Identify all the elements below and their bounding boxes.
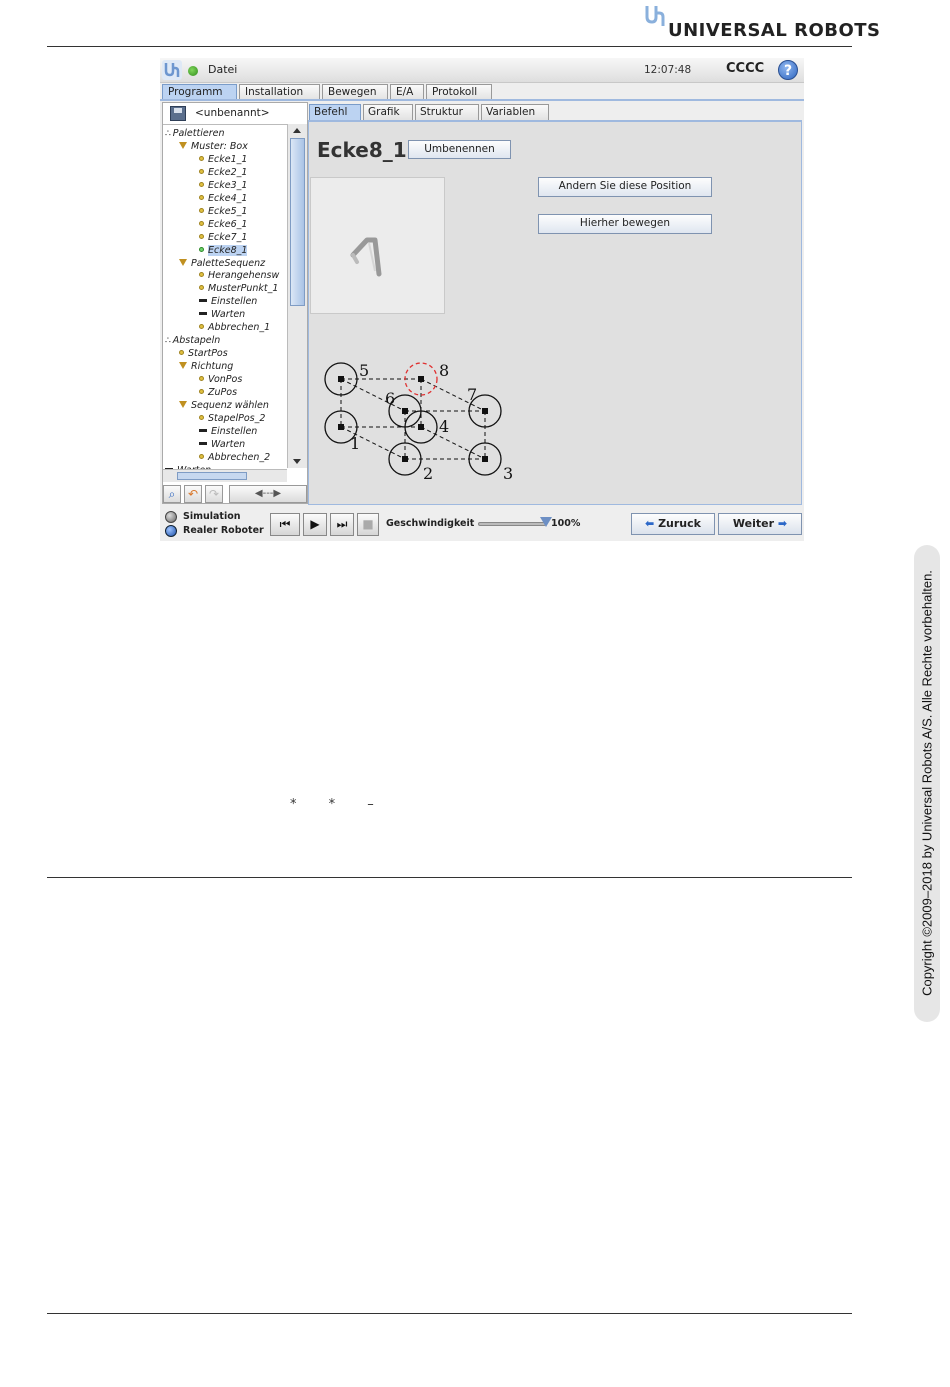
tree-node[interactable] xyxy=(199,386,237,399)
tree-node-label: StartPos xyxy=(188,348,228,360)
next-button-label: Weiter xyxy=(732,517,775,530)
tree-node-label: Ecke3_1 xyxy=(208,179,248,191)
back-button[interactable] xyxy=(631,513,715,535)
tree-node-label: Ecke4_1 xyxy=(208,192,248,204)
status-indicator-icon xyxy=(188,66,198,76)
tree-node-label: Ecke6_1 xyxy=(208,218,248,230)
stop-icon[interactable]: ■ xyxy=(357,513,379,536)
command-bar-icon xyxy=(199,442,207,445)
tree-toolbar xyxy=(163,484,307,504)
command-bar-icon xyxy=(199,312,207,315)
tab-bewegen[interactable]: Bewegen xyxy=(322,84,388,100)
tab-struktur[interactable]: Struktur xyxy=(415,104,479,120)
tree-node-label: Ecke8_1 xyxy=(208,244,248,256)
simulation-label[interactable]: Simulation xyxy=(183,511,241,522)
corner-label-1: 1 xyxy=(350,434,361,453)
tree-node-label: Richtung xyxy=(191,361,234,373)
command-title: Ecke8_1 xyxy=(317,138,407,162)
waypoint-icon xyxy=(199,195,204,200)
tree-node-label: Muster: Box xyxy=(191,140,248,152)
footer-divider xyxy=(47,1313,852,1314)
waypoint-icon xyxy=(199,376,204,381)
tree-node-label: Abbrechen_2 xyxy=(208,451,271,463)
hscroll-thumb[interactable] xyxy=(177,472,247,480)
tree-node-label: Einstellen xyxy=(211,425,258,437)
tab-protokoll[interactable]: Protokoll xyxy=(426,84,492,100)
rewind-icon[interactable]: ⏮ xyxy=(270,513,300,536)
scroll-down-icon[interactable] xyxy=(293,459,301,464)
tab-installation[interactable]: Installation xyxy=(239,84,320,100)
waypoint-icon xyxy=(199,415,204,420)
expand-triangle-icon xyxy=(179,259,187,266)
file-menu[interactable]: Datei xyxy=(208,63,238,76)
tab-befehl[interactable]: Befehl xyxy=(309,104,361,120)
tree-node[interactable] xyxy=(199,205,247,218)
tree-node-label: Ecke1_1 xyxy=(208,153,248,165)
waypoint-icon xyxy=(199,169,204,174)
tree-node-label: StapelPos_2 xyxy=(208,412,266,424)
expand-triangle-icon xyxy=(179,362,187,369)
tree-node[interactable] xyxy=(179,360,233,373)
ur-app-icon[interactable] xyxy=(162,60,182,80)
waypoint-icon xyxy=(199,389,204,394)
help-icon[interactable]: ? xyxy=(778,60,798,80)
move-node-arrows-icon[interactable]: ◀---▶ xyxy=(229,485,307,503)
step-icon[interactable]: ⏭ xyxy=(330,513,354,536)
waypoint-icon xyxy=(199,208,204,213)
footnote-marks: * * – xyxy=(290,797,388,812)
tree-node-label: PaletteSequenz xyxy=(191,257,266,269)
tab-grafik[interactable]: Grafik xyxy=(363,104,413,120)
tree-node-label: Sequenz wählen xyxy=(191,399,269,411)
tree-node-label: Ecke5_1 xyxy=(208,205,248,217)
tree-node[interactable] xyxy=(199,295,257,308)
tree-node[interactable] xyxy=(199,166,247,179)
tree-node[interactable] xyxy=(199,192,247,205)
tree-node[interactable] xyxy=(165,127,224,140)
move-here-button[interactable]: Hierher bewegen xyxy=(538,214,712,234)
robot-arm-icon xyxy=(311,178,446,315)
speed-slider[interactable] xyxy=(478,522,546,526)
tree-node-label: MusterPunkt_1 xyxy=(208,283,279,295)
speed-value: 100% xyxy=(551,518,581,529)
waypoint-icon xyxy=(199,234,204,239)
tree-node[interactable] xyxy=(199,269,279,282)
tree-node[interactable] xyxy=(199,218,247,231)
back-arrow-icon: ⬅ xyxy=(645,517,655,530)
copyright-tab xyxy=(914,545,940,1022)
tree-node[interactable] xyxy=(199,308,245,321)
polyscope-window xyxy=(160,58,804,541)
tab-underline xyxy=(160,99,804,101)
title-bar xyxy=(160,58,804,83)
tree-node-label: Warten xyxy=(211,438,246,450)
tree-node-label: Abstapeln xyxy=(172,335,221,347)
copyright-text: Copyright ©2009–2018 by Universal Robots A/S. Alle Rechte vorbehalten. xyxy=(919,570,935,996)
corner-label-5: 5 xyxy=(359,361,370,380)
expand-triangle-icon xyxy=(179,142,187,149)
tree-node[interactable] xyxy=(199,373,242,386)
tree-node-label: Einstellen xyxy=(211,296,258,308)
waypoint-icon xyxy=(199,454,204,459)
real-robot-radio[interactable] xyxy=(165,525,177,537)
tab-variablen[interactable]: Variablen xyxy=(481,104,549,120)
simulation-radio[interactable] xyxy=(165,511,177,523)
change-position-button[interactable]: Andern Sie diese Position xyxy=(538,177,712,197)
waypoint-icon xyxy=(179,350,184,355)
tree-node[interactable] xyxy=(199,321,270,334)
robot-name: CCCC xyxy=(726,61,765,76)
expand-triangle-icon xyxy=(179,401,187,408)
header-divider xyxy=(47,46,852,47)
search-icon[interactable]: ⌕ xyxy=(163,485,181,503)
corner-label-7: 7 xyxy=(467,385,478,404)
section-divider xyxy=(47,877,852,878)
real-robot-label[interactable]: Realer Roboter xyxy=(183,525,264,536)
tree-node[interactable] xyxy=(179,140,248,153)
tree-node[interactable] xyxy=(199,153,247,166)
pallet-diagram xyxy=(321,352,531,482)
command-bar-icon xyxy=(199,299,207,302)
waypoint-icon xyxy=(199,324,204,329)
corner-label-3: 3 xyxy=(503,464,514,483)
tree-node-label: Warten xyxy=(211,309,246,321)
back-button-label: Zuruck xyxy=(658,517,701,530)
next-button[interactable] xyxy=(718,513,802,535)
tree-node[interactable] xyxy=(199,451,270,464)
corner-label-2: 2 xyxy=(423,464,434,483)
waypoint-icon xyxy=(199,221,204,226)
tree-node-label: Herangehensw xyxy=(208,270,280,282)
corner-label-6: 6 xyxy=(385,389,396,408)
ur-logo-icon xyxy=(645,5,665,27)
tree-node[interactable] xyxy=(199,282,278,295)
program-name: <unbenannt> xyxy=(195,107,270,119)
waypoint-icon xyxy=(199,272,204,277)
tree-node[interactable] xyxy=(199,438,245,451)
tree-node[interactable] xyxy=(199,244,247,257)
tree-node[interactable] xyxy=(179,399,269,412)
tree-node-label: Palettieren xyxy=(172,128,225,139)
redo-icon[interactable]: ↷ xyxy=(205,485,223,503)
tree-node-label: Ecke7_1 xyxy=(208,231,248,243)
corner-label-4: 4 xyxy=(439,417,450,436)
program-tree-panel xyxy=(162,102,308,504)
corner-label-8: 8 xyxy=(439,361,450,380)
scroll-up-icon[interactable] xyxy=(293,128,301,133)
tree-node[interactable] xyxy=(199,231,247,244)
tree-node-label: VonPos xyxy=(208,374,243,386)
save-icon[interactable] xyxy=(170,106,186,121)
clock: 12:07:48 xyxy=(644,64,692,76)
command-bar-icon xyxy=(199,429,207,432)
pallet-node-icon: ∴ xyxy=(165,129,171,139)
tree-node-label: ZuPos xyxy=(208,387,238,398)
pallet-node-icon: ∴ xyxy=(165,336,171,347)
tree-vertical-scrollbar[interactable] xyxy=(287,124,307,468)
speed-label: Geschwindigkeit xyxy=(386,518,475,529)
tree-node[interactable] xyxy=(179,257,265,270)
tab-programm[interactable]: Programm xyxy=(162,84,237,100)
command-panel xyxy=(308,120,802,505)
waypoint-icon xyxy=(199,285,204,290)
program-tree xyxy=(163,124,287,468)
tree-node[interactable] xyxy=(199,425,257,438)
tree-node-label: Ecke2_1 xyxy=(208,166,248,178)
tab-ea[interactable]: E/A xyxy=(390,84,424,100)
tree-node[interactable] xyxy=(165,334,220,347)
undo-icon[interactable]: ↶ xyxy=(184,485,202,503)
tree-horizontal-scrollbar[interactable] xyxy=(163,469,287,482)
next-arrow-icon: ➡ xyxy=(777,517,788,530)
tree-node[interactable] xyxy=(179,347,228,360)
waypoint-active-icon xyxy=(199,247,204,252)
robot-preview xyxy=(310,177,445,314)
tree-node[interactable] xyxy=(199,179,247,192)
tree-node-label: Abbrechen_1 xyxy=(208,322,271,334)
rename-button[interactable]: Umbenennen xyxy=(408,140,511,159)
waypoint-icon xyxy=(199,156,204,161)
tree-node[interactable] xyxy=(199,412,265,425)
waypoint-icon xyxy=(199,182,204,187)
scroll-thumb[interactable] xyxy=(290,138,305,306)
brand-logo-text: UNIVERSAL ROBOTS xyxy=(668,20,881,41)
play-icon[interactable]: ▶ xyxy=(303,513,327,536)
